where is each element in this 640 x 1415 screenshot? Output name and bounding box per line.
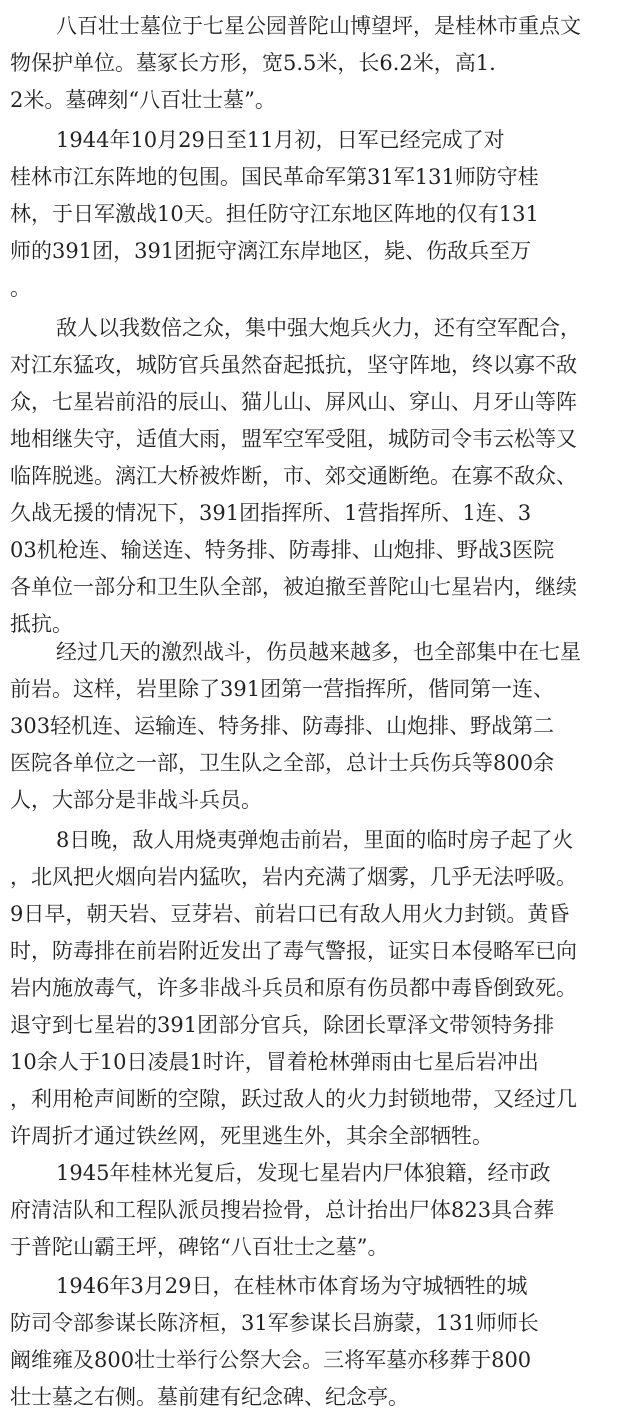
text-line: 前岩。这样，岩里除了391团第一营指挥所，偕同第一连、 (10, 677, 555, 701)
text-line: ，北风把火烟向岩内猛吹，岩内充满了烟雾，几乎无法呼吸。 (10, 865, 577, 889)
text-line: 8日晚，敌人用烧夷弹炮击前岩，里面的临时房子起了火 (56, 828, 574, 852)
text-line: 壮士墓之右侧。墓前建有纪念碑、纪念亭。 (10, 1385, 409, 1409)
text-line: 各单位一部分和卫生队全部，被迫撤至普陀山七星岩内，继续 (10, 575, 577, 599)
text-line: 时，防毒排在前岩附近发出了毒气警报，证实日本侵略军已向 (10, 939, 577, 963)
text-line: 地相继失守，适值大雨，盟军空军受阻，城防司令韦云松等又 (10, 427, 577, 451)
text-line: 医院各单位之一部，卫生队之全部，总计士兵伤兵等800余 (10, 751, 555, 775)
text-line: 。 (10, 276, 31, 300)
text-line: 9日早，朝天岩、豆芽岩、前岩口已有敌人用火力封锁。黄昏 (10, 902, 570, 926)
text-line: 1946年3月29日，在桂林市体育场为守城牺牲的城 (56, 1274, 528, 1298)
text-line: 对江东猛攻，城防官兵虽然奋起抵抗，坚守阵地，终以寡不敌 (10, 353, 577, 377)
text-line: 退守到七星岩的391团部分官兵，除团长覃泽文带领特务排 (10, 1013, 555, 1037)
text-line: 敌人以我数倍之众，集中强大炮兵火力，还有空军配合， (56, 316, 581, 340)
text-line: 03机枪连、输送连、特务排、防毒排、山炮排、野战3医院 (10, 538, 555, 562)
text-line: 临阵脱逃。漓江大桥被炸断，市、郊交通断绝。在寡不敌众、 (10, 464, 577, 488)
text-line: 阚维雍及800壮士举行公祭大会。三将军墓亦移葬于800 (10, 1348, 532, 1372)
text-line: 八百壮士墓位于七星公园普陀山博望坪，是桂林市重点文 (56, 14, 581, 38)
text-line: 1944年10月29日至11月初，日军已经完成了对 (56, 128, 505, 152)
text-line: 303轻机连、运输连、特务排、防毒排、山炮排、野战第二 (10, 714, 555, 738)
text-line: 林，于日军激战10天。担任防守江东地区阵地的仅有131 (10, 202, 539, 226)
text-line: ，利用枪声间断的空隙，跃过敌人的火力封锁地带，又经过几 (10, 1087, 577, 1111)
text-line: 1945年桂林光复后，发现七星岩内尸体狼籍，经市政 (56, 1161, 551, 1185)
text-line: 府清洁队和工程队派员搜岩捡骨，总计抬出尸体823具合葬 (10, 1198, 555, 1222)
text-line: 经过几天的激烈战斗，伤员越来越多，也全部集中在七星 (56, 640, 581, 664)
text-line: 2米。墓碑刻“八百壮士墓”。 (10, 88, 276, 112)
text-line: 防司令部参谋长陈济桓，31军参谋长吕旃蒙，131师师长 (10, 1311, 539, 1335)
text-line: 岩内施放毒气，许多非战斗兵员和原有伤员都中毒昏倒致死。 (10, 976, 577, 1000)
text-line: 10余人于10日凌晨1时许，冒着枪林弹雨由七星后岩冲出 (10, 1050, 539, 1074)
text-line: 于普陀山霸王坪，碑铭“八百壮士之墓”。 (10, 1235, 389, 1259)
text-line: 许周折才通过铁丝网，死里逃生外，其余全部牺牲。 (10, 1124, 493, 1148)
text-line: 久战无援的情况下，391团指挥所、1营指挥所、1连、3 (10, 501, 532, 525)
text-line: 抵抗。 (10, 612, 73, 636)
text-line: 桂林市江东阵地的包围。国民革命军第31军131师防守桂 (10, 165, 539, 189)
text-line: 物保护单位。墓冢长方形，宽5.5米，长6.2米，高1. (10, 51, 496, 75)
text-line: 众，七星岩前沿的辰山、猫儿山、屏风山、穿山、月牙山等阵 (10, 390, 577, 414)
text-line: 人，大部分是非战斗兵员。 (10, 788, 262, 812)
text-line: 师的391团，391团扼守漓江东岸地区，毙、伤敌兵至万 (10, 239, 532, 263)
